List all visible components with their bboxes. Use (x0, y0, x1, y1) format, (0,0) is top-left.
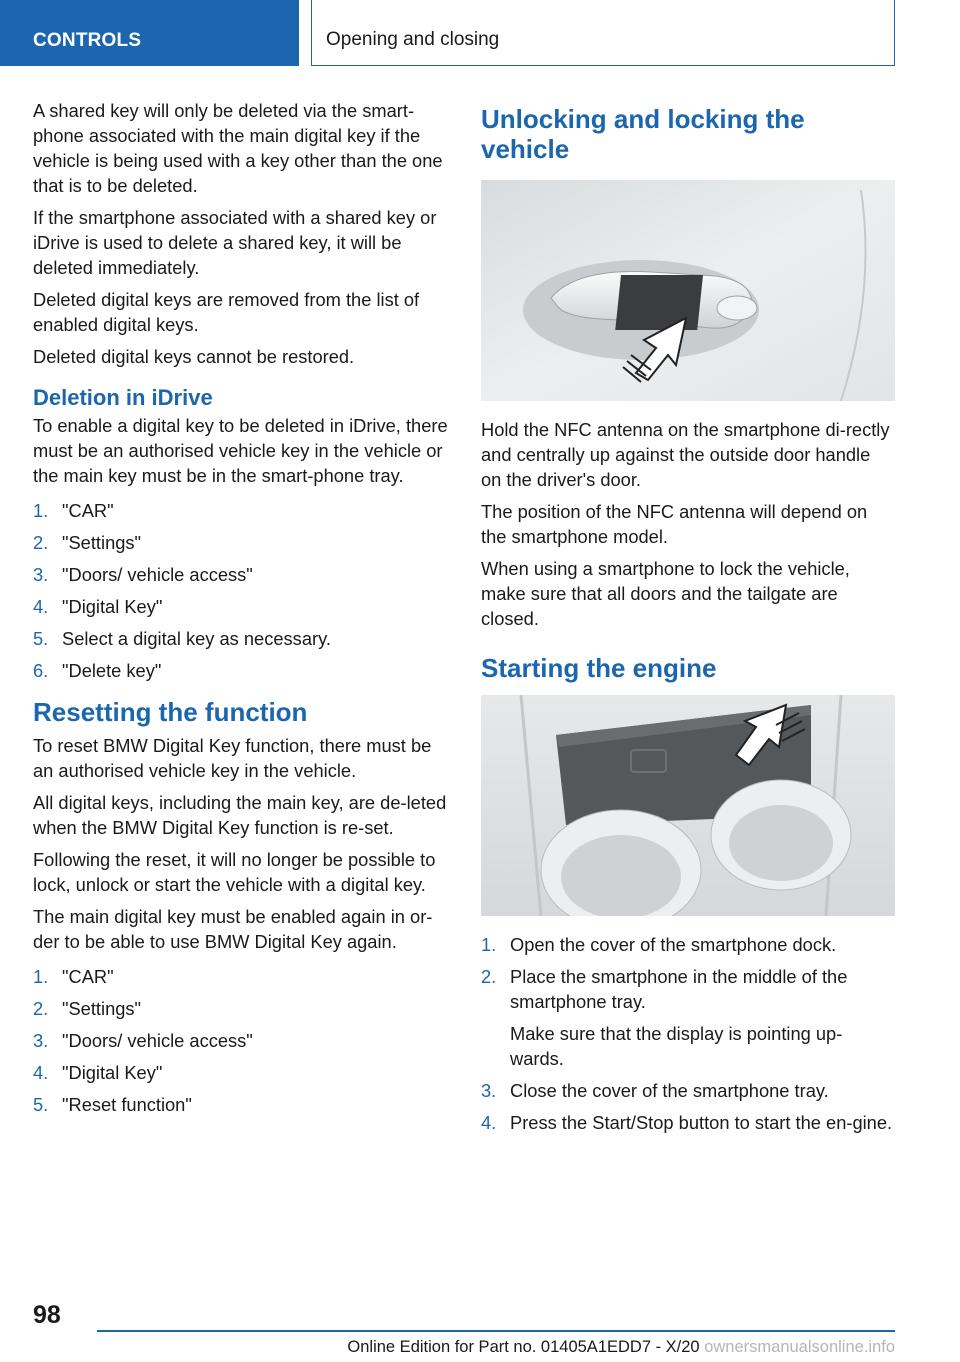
footer-divider (97, 1330, 895, 1332)
list-item: 4. Press the Start/Stop button to start the en-gine. (481, 1112, 893, 1133)
section-tab: CONTROLS (0, 0, 299, 66)
list-item: 3. "Doors/ vehicle access" (33, 1030, 253, 1051)
start-heading: Starting the engine (481, 653, 717, 683)
unlock-heading: Unlocking and locking the vehicle (481, 104, 805, 164)
paragraph: The position of the NFC antenna will depend on the smartphone model. (481, 501, 868, 547)
paragraph: If the smartphone associated with a shared key or iDrive is used to delete a shared key, it will be deleted immediately. (33, 207, 437, 278)
list-item: 5. "Reset function" (33, 1094, 192, 1115)
paragraph: The main digital key must be enabled again in or-der to be able to use BMW Digital Key again. (33, 906, 433, 952)
list-item: 2. "Settings" (33, 998, 142, 1019)
paragraph: Deleted digital keys cannot be restored. (33, 346, 355, 367)
paragraph: Hold the NFC antenna on the smartphone di-rectly and centrally up against the outside door handle on the driver's door. (481, 419, 890, 490)
chapter-title: Opening and closing (311, 0, 895, 66)
paragraph: To reset BMW Digital Key function, there must be an authorised vehicle key in the vehicle. (33, 735, 432, 781)
watermark: ownersmanualsonline.info (704, 1338, 895, 1356)
list-item: 6. "Delete key" (33, 660, 162, 681)
door-handle-image (481, 180, 895, 401)
list-item: 4. "Digital Key" (33, 596, 163, 617)
list-item: 3. "Doors/ vehicle access" (33, 564, 253, 585)
list-item: 5. Select a digital key as necessary. (33, 628, 331, 649)
list-item: 2. Place the smartphone in the middle of the smartphone tray. Make sure that the display is pointing up-wards. (481, 966, 848, 1069)
list-item: 1. "CAR" (33, 500, 114, 521)
reset-steps (33, 964, 451, 1117)
list-item: 2. "Settings" (33, 532, 142, 553)
paragraph: When using a smartphone to lock the vehicle, make sure that all doors and the tailgate are closed. (481, 558, 850, 629)
list-item: 3. Close the cover of the smartphone tray. (481, 1080, 829, 1101)
page-number: 98 (33, 1301, 61, 1329)
paragraph: Deleted digital keys are removed from the list of enabled digital keys. (33, 289, 420, 335)
list-item: 1. Open the cover of the smartphone dock. (481, 934, 837, 955)
paragraph: Following the reset, it will no longer be possible to lock, unlock or start the vehicle with a digital key. (33, 849, 436, 895)
smartphone-tray-image (481, 695, 895, 916)
reset-heading: Resetting the function (33, 697, 308, 727)
smartphone-tray-illustration (481, 695, 895, 916)
paragraph: A shared key will only be deleted via the smart-phone associated with the main digital key if the vehicle is being used with a key other than the one that is to be deleted. (33, 100, 443, 196)
left-column (33, 98, 451, 1124)
right-column (481, 98, 895, 1142)
deletion-heading: Deletion in iDrive (33, 385, 213, 410)
door-handle-illustration (481, 180, 895, 401)
list-item: 1. "CAR" (33, 966, 114, 987)
paragraph: To enable a digital key to be deleted in iDrive, there must be an authorised vehicle key in the vehicle or the main key must be in the smart-phone tray. (33, 415, 448, 486)
list-item: 4. "Digital Key" (33, 1062, 163, 1083)
paragraph: All digital keys, including the main key, are de-leted when the BMW Digital Key function is re-set. (33, 792, 447, 838)
footer-edition: Online Edition for Part no. 01405A1EDD7 - X/20 ownersmanualsonline.info (347, 1338, 895, 1356)
start-steps (481, 932, 895, 1135)
deletion-steps (33, 498, 451, 683)
